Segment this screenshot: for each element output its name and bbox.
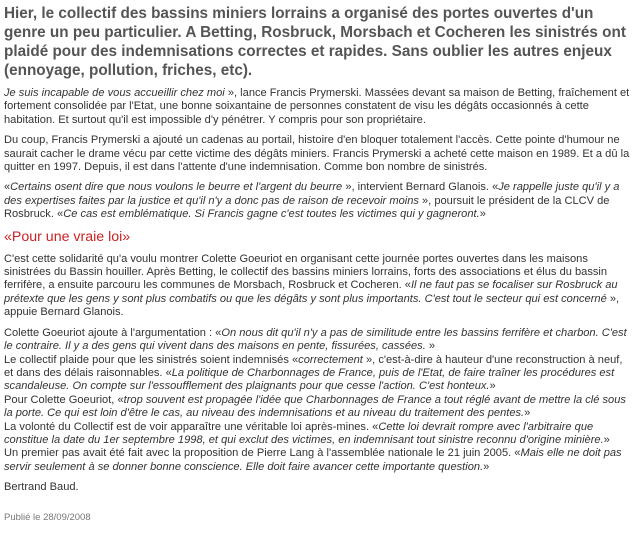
quote-segment: correctement [298,353,363,366]
text-segment: Le collectif plaide pour que les sinistrés soient indemnisés « [4,353,299,366]
text-segment: » [425,340,436,353]
text-segment: », poursuit le président de la CLCV de Rosbruck. « [4,194,610,221]
text-segment: » [603,433,610,446]
quote-segment: Cette loi devrait rompre avec l'arbitraire que constitue la date du 1er septembre 1998, et qui exclut des victimes, en indemnisant tout sinistre reconnu d'origine minière. [4,420,604,446]
paragraph-2 [4,134,634,174]
quote-segment: Ce cas est emblématique. Si Francis gagne c'est toutes les victimes qui y gagneront. [63,208,480,221]
text-segment: La volonté du Collectif est de voir apparaître une véritable loi après-mines. « [4,420,379,433]
paragraph-6 [4,354,634,394]
text-segment: Du coup, Francis Prymerski a ajouté un cadenas au portail, histoire d'en bloquer totalement l'accès. Cette pointe d'humour ne saurait cacher le drame vécu par cette victime des dégâts miniers. Francis Prymerski a acheté cette maison en 1989. Et a dû la quitter en 1997. Depuis, il est dans l'attente d'une indemnisation. Comme bon nombre de sinistrés. [4,134,630,174]
text-segment: » [524,407,531,420]
publication-date: Publié le 28/09/2008 [4,511,91,523]
quote-segment: Mais elle ne doit pas servir seulement à se donner bonne conscience. Elle doit faire avancer cette importante question. [4,447,622,473]
paragraph-7 [4,394,634,421]
paragraph-5 [4,327,634,354]
section-subtitle: «Pour une vraie loi» [4,228,131,245]
text-segment: » [479,208,486,221]
text-segment: C'est cette solidarité qu'a voulu montrer Colette Goeuriot en organisant cette journée portes ouvertes dans les maisons sinistrées du Bassin houiller. Après Betting, le collectif des bassins miniers lorrains, forts des associations et élus du bassin ferrifère, a ensuite parcouru les communes de Morsbach, Rosbruck et Cocheren. « [4,252,608,292]
quote-segment: La politique de Charbonnages de France, puis de l'Etat, de faire traîner les procédures est scandaleuse. On compte sur l'essoufflement des plaignants pour que cesse l'action. C'est honteux. [4,366,615,393]
quote-segment: Je rappelle juste qu'il y a des expertises faites par la justice et qu'il n'y a donc pas de raison de recevoir moins [4,181,620,207]
quote-segment: Certains osent dire que nous voulons le beurre et l'argent du beurre [10,181,343,194]
article [4,4,634,523]
quote-segment: On nous dit qu'il n'y a pas de similitude entre les bassins ferrifère et charbon. C'est le contraire. Il y a des gens qui vivent dans des maisons en pente, fissurées, cassées. [4,326,627,353]
text-segment: Colette Goeuriot ajoute à l'argumentation : « [4,326,222,339]
text-segment: » [489,380,496,393]
text-segment: », appuie Bernard Glanois. [4,292,620,319]
text-segment: », intervient Bernard Glanois. « [342,181,499,194]
article-lead: Hier, le collectif des bassins miniers lorrains a organisé des portes ouvertes d'un genre un peu particulier. A Betting, Rosbruck, Morsbach et Cocheren les sinistrés ont plaidé pour des indemnisations correctes et rapides. Sans oublier les autres enjeux (ennoyage, pollution, friches, etc). [4,5,626,79]
text-segment: » [483,460,490,473]
paragraph-3 [4,181,634,221]
quote-segment: Je suis incapable de vous accueillir chez moi [4,87,225,99]
paragraph-1 [4,87,634,127]
text-segment: « [4,181,11,194]
text-segment: », c'est-à-dire à hauteur d'une reconstruction à neuf, et dans des délais raisonnables. « [4,353,623,379]
quote-segment: trop souvent est propagée l'idée que Charbonnages de France a tout réglé avant de mettre la clé sous la porte. Ce qui est loin d'être le cas, au niveau des indemnisations et au niveau du traitement des pentes. [4,393,626,420]
paragraph-4 [4,253,634,320]
paragraph-9 [4,447,634,474]
quote-segment: Il ne faut pas se focaliser sur Rosbruck au prétexte que les gens y sont plus combatifs ou que les dégâts y sont plus importants. C'est tout le secteur qui est concerné [4,279,618,305]
author-signature: Bertrand Baud. [4,481,79,494]
text-segment: », lance Francis Prymerski. Massées devant sa maison de Betting, fraîchement et fortement consolidée par l'Etat, une bonne soixantaine de personnes constatent de visu les dégâts occasionnés à cette habitation. Et surtout qu'il est impossible d'y pénétrer. Y compris pour son propriétaire. [4,87,630,126]
paragraph-8 [4,421,634,448]
text-segment: Un premier pas avait été fait avec la proposition de Pierre Lang à l'assemblée nationale le 21 juin 2005. « [4,447,521,460]
text-segment: Pour Colette Goeuriot, « [4,393,124,406]
